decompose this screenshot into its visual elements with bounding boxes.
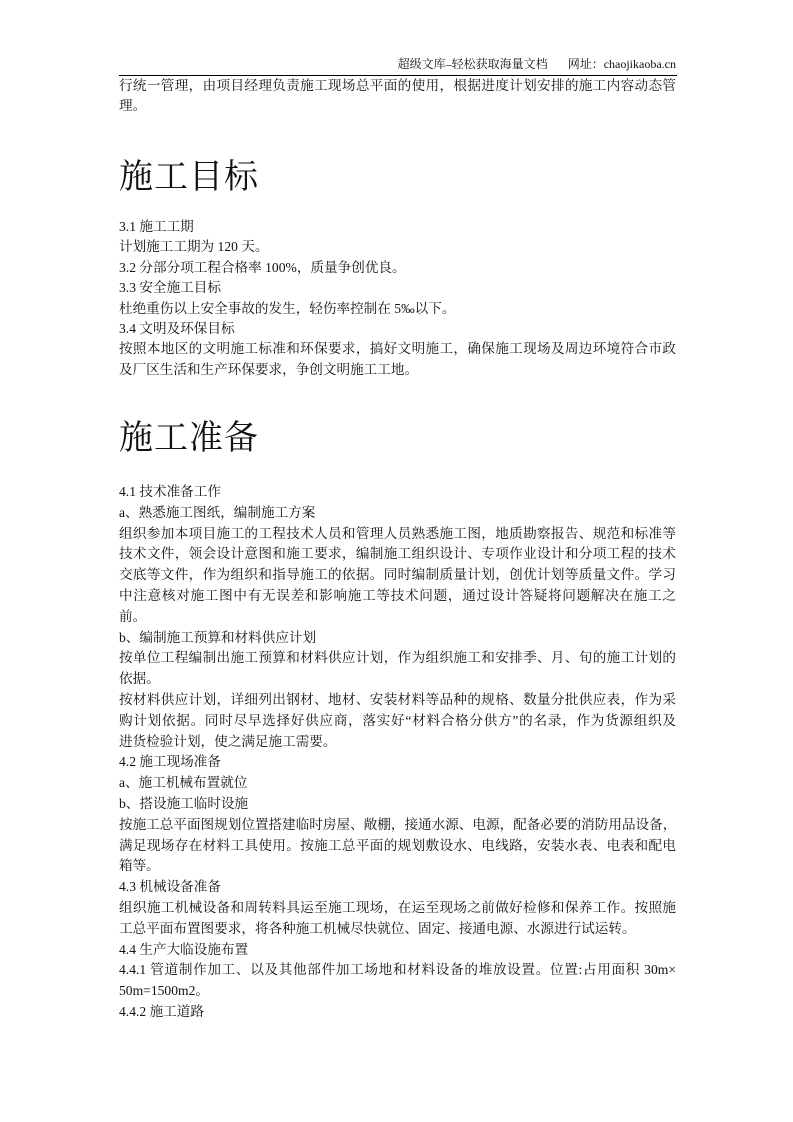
- text-line: 按材料供应计划，详细列出钢材、地材、安装材料等品种的规格、数量分批供应表，作为采: [119, 691, 676, 707]
- text-line: 3.1 施工工期: [119, 219, 194, 234]
- text-line: 4.3 机械设备准备: [119, 879, 221, 895]
- text-line: 依据。: [119, 671, 160, 687]
- section-3-goals: [119, 217, 676, 380]
- text-line: 4.4.2 施工道路: [119, 1003, 204, 1019]
- page-header: [119, 56, 676, 72]
- text-line: 行统一管理，由项目经理负责施工现场总平面的使用，根据进度计划安排的施工内容动态管: [119, 78, 676, 93]
- text-line: a、熟悉施工图纸，编制施工方案: [119, 504, 316, 520]
- text-line: 及厂区生活和生产环保要求，争创文明施工工地。: [119, 361, 419, 377]
- text-line: 计划施工工期为 120 天。: [119, 239, 269, 255]
- text-line: 4.2 施工现场准备: [119, 754, 221, 770]
- text-line: 3.2 分部分项工程合格率 100%，质量争创优良。: [119, 259, 406, 275]
- text-line: 中注意核对施工图中有无误差和影响施工等技术问题，通过设计答疑将问题解决在施工之: [119, 587, 676, 603]
- text-line: 3.4 文明及环保目标: [119, 320, 235, 336]
- section-4-preparation: [119, 482, 676, 1023]
- heading-construction-preparation: 施工准备: [119, 420, 259, 457]
- text-line: 4.4.1 管道制作加工、以及其他部件加工场地和材料设备的堆放设置。位置:占用面积 30m×: [119, 962, 676, 978]
- header-url: 网址：chaojikaoba.cn: [567, 57, 676, 71]
- text-line: 组织参加本项目施工的工程技术人员和管理人员熟悉施工图，地质勘察报告、规范和标准等: [119, 525, 676, 541]
- text-line: 技术文件，领会设计意图和施工要求，编制施工组织设计、专项作业设计和分项工程的技术: [119, 546, 676, 562]
- text-line: 前。: [119, 608, 147, 624]
- text-line: 按单位工程编制出施工预算和材料供应计划，作为组织施工和安排季、月、旬的施工计划的: [119, 650, 676, 666]
- text-line: 4.4 生产大临设施布置: [119, 941, 249, 957]
- text-line: 按照本地区的文明施工标准和环保要求，搞好文明施工，确保施工现场及周边环境符合市政: [119, 341, 676, 357]
- text-line: 交底等文件，作为组织和指导施工的依据。同时编制质量计划，创优计划等质量文件。学习: [119, 567, 676, 583]
- text-line: 3.3 安全施工目标: [119, 280, 221, 296]
- heading-construction-goals: 施工目标: [119, 159, 259, 196]
- text-line: 进货检验计划，使之满足施工需要。: [119, 733, 337, 749]
- text-line: 箱等。: [119, 858, 160, 874]
- intro-paragraph: [119, 76, 676, 117]
- text-line: 组织施工机械设备和周转料具运至施工现场，在运至现场之前做好检修和保养工作。按照施: [119, 899, 676, 915]
- text-line: 理。: [119, 98, 147, 114]
- header-site-name: 超级文库–轻松获取海量文档: [397, 57, 548, 71]
- text-line: b、编制施工预算和材料供应计划: [119, 629, 317, 645]
- text-line: 4.1 技术准备工作: [119, 484, 221, 499]
- text-line: 满足现场存在材料工具使用。按施工总平面的规划敷设水、电线路，安装水表、电表和配电: [119, 837, 676, 853]
- text-line: 工总平面布置图要求，将各种施工机械尽快就位、固定、接通电源、水源进行试运转。: [119, 920, 636, 936]
- text-line: b、搭设施工临时设施: [119, 795, 249, 811]
- text-line: a、施工机械布置就位: [119, 775, 248, 791]
- text-line: 购计划依据。同时尽早选择好供应商，落实好“材料合格分供方”的名录，作为货源组织及: [119, 712, 676, 728]
- text-line: 50m=1500m2。: [119, 983, 209, 999]
- text-line: 按施工总平面图规划位置搭建临时房屋、敞棚，接通水源、电源，配备必要的消防用品设备，: [119, 816, 677, 832]
- text-line: 杜绝重伤以上安全事故的发生，轻伤率控制在 5‰以下。: [119, 300, 456, 316]
